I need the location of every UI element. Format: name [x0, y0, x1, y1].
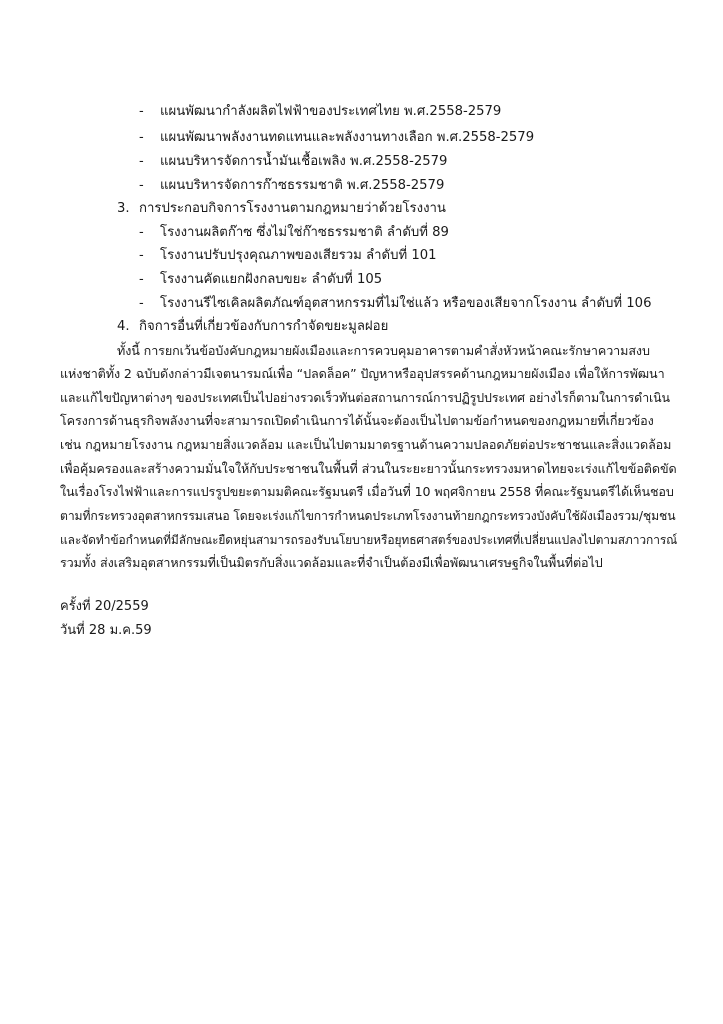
plan-item: แผนพัฒนาพลังงานทดแทนและพลังงานทางเลือก พ.ศ.2558-2579: [160, 130, 535, 145]
plan-item: แผนบริหารจัดการน้ำมันเชื้อเพลิง พ.ศ.2558-2579: [160, 154, 448, 169]
paragraph-line: รวมทั้ง ส่งเสริมอุตสาหกรรมที่เป็นมิตรกับสิ่งแวดล้อมและที่จำเป็นต้องมีเพื่อพัฒนาเศรษฐกิจในพื้นที่ต่อไป: [60, 555, 603, 570]
paragraph-line: เพื่อคุ้มครองและสร้างความมั่นใจให้กับประชาชนในพื้นที่ ส่วนในระยะยาวนั้นกระทรวงมหาดไทยจะเร่งแก้ไขข้อติดขัด: [60, 461, 677, 476]
plan-item: แผนบริหารจัดการก๊าซธรรมชาติ พ.ศ.2558-2579: [160, 178, 445, 193]
issue-number: ครั้งที่ 20/2559: [60, 599, 149, 614]
paragraph-line: ตามที่กระทรวงอุตสาหกรรมเสนอ โดยจะเร่งแก้ไขการกำหนดประเภทโรงงานท้ายกฎกระทรวงบังคับใช้ผังเมืองรวม/ชุมชน: [60, 509, 676, 523]
paragraph-line: ทั้งนี้ การยกเว้นข้อบังคับกฎหมายผังเมืองและการควบคุมอาคารตามคำสั่งหัวหน้าคณะรักษาความสงบ: [117, 343, 650, 358]
paragraph-line: และจัดทำข้อกำหนดที่มีลักษณะยืดหยุ่นสามารถรองรับนโยบายหรือยุทธศาสตร์ของประเทศที่เปลี่ยนแปลงไปตามสภาวการณ์: [60, 533, 678, 547]
factory-item: โรงงานผลิตก๊าซ ซึ่งไม่ใช่ก๊าซธรรมชาติ ลำดับที่ 89: [160, 225, 449, 240]
bullet-dash: -: [139, 225, 144, 240]
paragraph-line: โครงการด้านธุรกิจพลังงานที่จะสามารถเปิดดำเนินการได้นั้นจะต้องเป็นไปตามข้อกำหนดของกฎหมายที่เกี่ยวข้อง: [60, 413, 654, 428]
bullet-dash: -: [139, 248, 144, 263]
plan-item: แผนพัฒนากำลังผลิตไฟฟ้าของประเทศไทย พ.ศ.2558-2579: [160, 104, 502, 119]
item-title: กิจการอื่นที่เกี่ยวข้องกับการกำจัดขยะมูลฝอย: [139, 319, 389, 334]
bullet-dash: -: [139, 296, 144, 311]
issue-date: วันที่ 28 ม.ค.59: [60, 623, 152, 638]
paragraph-line: เช่น กฎหมายโรงงาน กฎหมายสิ่งแวดล้อม และเป็นไปตามมาตรฐานด้านความปลอดภัยต่อประชาชนและสิ่งแวดล้อม: [60, 437, 672, 452]
factory-item: โรงงานคัดแยกฝังกลบขยะ ลำดับที่ 105: [160, 272, 383, 287]
bullet-dash: -: [139, 178, 144, 193]
bullet-dash: -: [139, 272, 144, 287]
paragraph-line: ในเรื่องโรงไฟฟ้าและการแปรรูปขยะตามมติคณะรัฐมนตรี เมื่อวันที่ 10 พฤศจิกายน 2558 ที่คณะรัฐมนตรีได้เห็นชอบ: [60, 484, 674, 499]
item-number: 4.: [117, 319, 130, 334]
item-title: การประกอบกิจการโรงงานตามกฎหมายว่าด้วยโรงงาน: [139, 201, 446, 216]
factory-item: โรงงานรีไซเคิลผลิตภัณฑ์อุตสาหกรรมที่ไม่ใช่แล้ว หรือของเสียจากโรงงาน ลำดับที่ 106: [160, 296, 652, 311]
paragraph-line: และแก้ไขปัญหาต่างๆ ของประเทศเป็นไปอย่างรวดเร็วทันต่อสถานการณ์การปฏิรูปประเทศ อย่างไรก็ตามในการดำเนิน: [60, 390, 670, 405]
paragraph-line: แห่งชาติทั้ง 2 ฉบับดังกล่าวมีเจตนารมณ์เพื่อ “ปลดล็อค” ปัญหาหรืออุปสรรคด้านกฎหมายผังเมือง เพื่อให้การพัฒนา: [60, 366, 665, 381]
bullet-dash: -: [139, 104, 144, 119]
bullet-dash: -: [139, 130, 144, 145]
item-number: 3.: [117, 201, 130, 216]
bullet-dash: -: [139, 154, 144, 169]
factory-item: โรงงานปรับปรุงคุณภาพของเสียรวม ลำดับที่ 101: [160, 248, 437, 263]
